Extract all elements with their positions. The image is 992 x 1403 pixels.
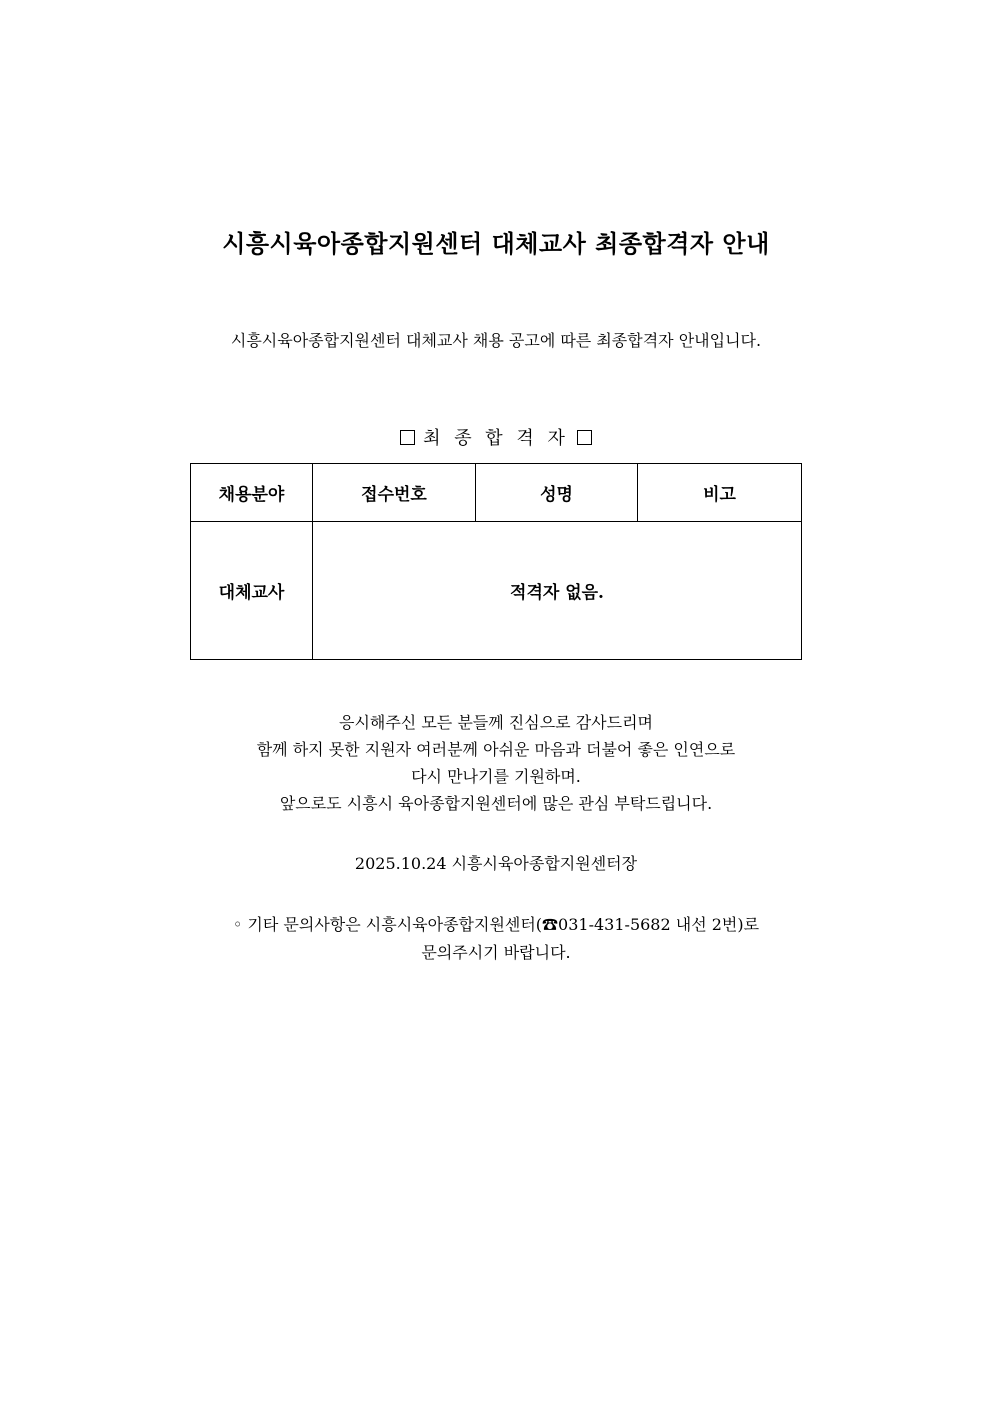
header-remarks: 비고 [638, 464, 802, 522]
section-heading [0, 424, 992, 450]
table-header-row [191, 464, 802, 522]
checkbox-square-icon [400, 430, 415, 445]
checkbox-square-icon [577, 430, 592, 445]
results-table [190, 463, 802, 660]
header-field: 채용분야 [191, 464, 313, 522]
document-title: 시흥시육아종합지원센터 대체교사 최종합격자 안내 [222, 229, 770, 258]
contact-line: ◦ 기타 문의사항은 시흥시육아종합지원센터(☎031-431-5682 내선 2번)로 [232, 915, 760, 934]
header-receipt-number: 접수번호 [313, 464, 476, 522]
closing-line: 응시해주신 모든 분들께 진심으로 감사드리며 [338, 713, 653, 732]
cell-field: 대체교사 [191, 522, 313, 660]
closing-line: 다시 만나기를 기원하며. [411, 767, 581, 786]
contact-line: 문의주시기 바랍니다. [421, 943, 571, 962]
closing-line: 함께 하지 못한 지원자 여러분께 아쉬운 마음과 더불어 좋은 인연으로 [256, 740, 736, 759]
header-name: 성명 [476, 464, 638, 522]
table-row [191, 522, 802, 660]
closing-line: 앞으로도 시흥시 육아종합지원센터에 많은 관심 부탁드립니다. [279, 794, 713, 813]
closing-message [0, 709, 992, 817]
date-signature: 2025.10.24 시흥시육아종합지원센터장 [354, 854, 638, 873]
contact-info [0, 911, 992, 967]
intro-text: 시흥시육아종합지원센터 대체교사 채용 공고에 따른 최종합격자 안내입니다. [230, 331, 762, 350]
section-heading-label: 최 종 합 격 자 [423, 428, 569, 449]
cell-no-qualified-applicant: 적격자 없음. [313, 522, 802, 660]
